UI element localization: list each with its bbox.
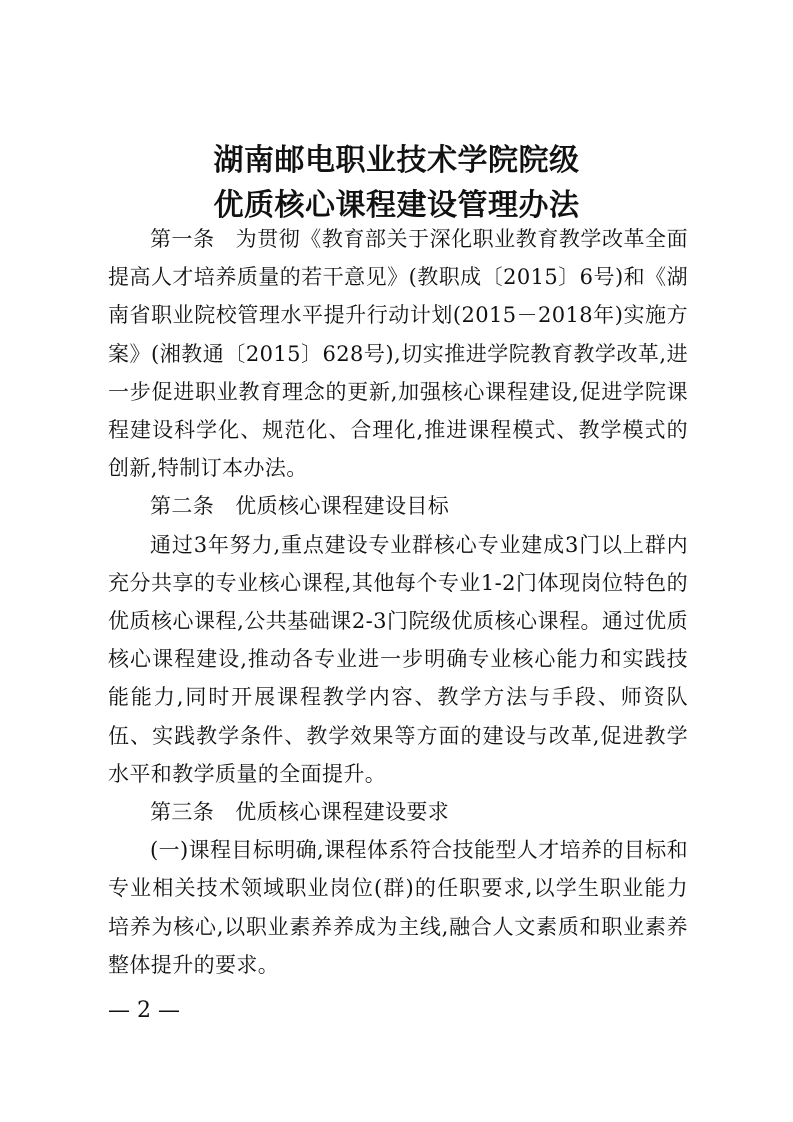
article-3-heading-paragraph xyxy=(108,793,688,831)
article-2-heading: 优质核心课程建设目标 xyxy=(235,494,450,519)
article-3-item-1-paragraph xyxy=(108,831,688,984)
article-2-heading-paragraph xyxy=(108,487,688,525)
title-line-2: 优质核心课程建设管理办法 xyxy=(213,188,580,223)
document-body xyxy=(108,220,688,984)
article-3-item-1-text: (一)课程目标明确,课程体系符合技能型人才培养的目标和专业相关技术领域职业岗位(群)的任职要求,以学生职业能力培养为核心,以职业素养养成为主线,融合人文素质和职业素养整体提升的要求。 xyxy=(108,838,688,977)
article-1-text: 为贯彻《教育部关于深化职业教育教学改革全面提高人才培养质量的若干意见》(教职成〔2015〕6号)和《湖南省职业院校管理水平提升行动计划(2015－2018年)实施方案》(湘教通〔2015〕628号),切实推进学院教育教学改革,进一步促进职业教育理念的更新,加强核心课程建设,促进学院课程建设科学化、规范化、合理化,推进课程模式、教学模式的创新,特制订本办法。 xyxy=(108,227,689,481)
article-1-paragraph xyxy=(108,220,688,487)
article-2-text: 通过3年努力,重点建设专业群核心专业建成3门以上群内充分共享的专业核心课程,其他每个专业1-2门体现岗位特色的优质核心课程,公共基础课2-3门院级优质核心课程。通过优质核心课程建设,推动各专业进一步明确专业核心能力和实践技能能力,同时开展课程教学内容、教学方法与手段、师资队伍、实践教学条件、教学效果等方面的建设与改革,促进教学水平和教学质量的全面提升。 xyxy=(108,532,688,786)
document-title xyxy=(0,138,793,228)
article-3-heading: 优质核心课程建设要求 xyxy=(235,800,450,825)
article-2-head: 第二条 xyxy=(150,494,215,519)
article-3-head: 第三条 xyxy=(150,800,215,825)
article-2-paragraph xyxy=(108,526,688,793)
article-1-head: 第一条 xyxy=(150,227,215,251)
title-line-1: 湖南邮电职业技术学院院级 xyxy=(213,143,580,178)
page-number: — 2 — xyxy=(108,998,180,1023)
